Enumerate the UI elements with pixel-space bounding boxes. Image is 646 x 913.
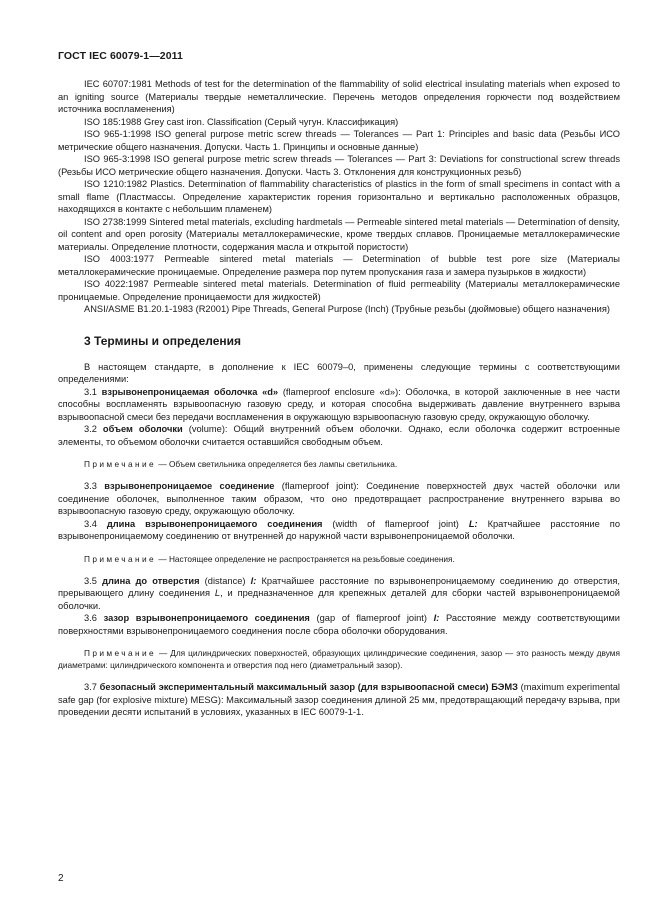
note-1 <box>58 458 620 470</box>
note-2 <box>58 553 620 565</box>
term-definition: Кратчайшее расстояние по взрывонепроницаемому соединению от внутренней до наружной части взрывонепроницаемой оболочки. <box>58 518 620 541</box>
term-number: 3.1 <box>84 386 102 397</box>
note-3 <box>58 647 620 671</box>
term-name: взрывонепроницаемая оболочка «d» <box>101 386 279 397</box>
term-symbol: l: <box>250 575 257 586</box>
reference-item: ISO 4022:1987 Permeable sintered metal materials. Determination of fluid permeability (Материалы металлокерамические проницаемые. Определение проницаемости для жидкостей) <box>58 279 620 302</box>
term-definition-end: , и предназначенное для крепежных деталей для сборки частей взрывонепроницаемой оболочки. <box>58 588 620 611</box>
reference-item: ISO 185:1988 Grey cast iron. Classification (Серый чугун. Классификация) <box>84 116 399 127</box>
term-3-5 <box>58 575 620 613</box>
standard-header: ГОСТ IEC 60079-1—2011 <box>58 50 183 62</box>
term-english: (distance) <box>199 575 251 586</box>
reference-item: IEC 60707:1981 Methods of test for the determination of the flammability of solid electrical insulating materials when exposed to an igniting source (Материалы твердые неметаллические. Перечень методов определения горючести под воздействием источника воспламенения) <box>58 79 620 114</box>
term-definition: (maximum experimental safe gap (for explosive mixture) MESG): Максимальный зазор соединения длиной 25 мм, предотвращающий передачу взрыва, при проведении десяти испытаний в условиях, указанных в IEC 60079-1-1. <box>58 682 621 717</box>
note-text: — Для цилиндрических поверхностей, образующих цилиндрические соединения, зазор — это разность между двумя диаметрами: цилиндрического компонента и отверстия под него (диаметральный зазор). <box>58 648 620 670</box>
reference-item: ISO 1210:1982 Plastics. Determination of flammability characteristics of plastics in the form of small specimens in contact with a small flame (Пластмассы. Определение характеристик горения горизонтально и вертикально расположенных образцов, находящихся в контакте с небольшим пламенем) <box>58 179 620 214</box>
reference-item: ANSI/ASME B1.20.1-1983 (R2001) Pipe Threads, General Purpose (Inch) (Трубные резьбы (дюймовые) общего назначения) <box>84 304 611 314</box>
term-3-7 <box>58 681 620 719</box>
term-number: 3.5 <box>84 575 103 586</box>
term-3-1 <box>58 386 620 424</box>
reference-item: ISO 965-3:1998 ISO general purpose metric screw threads — Tolerances — Part 3: Deviations for constructional screw threads (Резьбы ИСО метрические общего назначения. Допуски. Часть 3. Отклонения для конструкционных резьб) <box>58 154 620 177</box>
term-english: (width of flameproof joint) <box>322 518 469 529</box>
note-label: Примечание <box>84 459 157 469</box>
term-definition: (volume): Общий внутренний объем оболочки. Однако, если оболочка содержит встроенные элементы, то объемом оболочки считается оставшийся свободным объем. <box>58 424 621 447</box>
section-title: 3 Термины и определения <box>84 333 242 348</box>
term-name: длина взрывонепроницаемого соединения <box>106 518 323 529</box>
term-definition: Расстояние между соответствующими поверхностями взрывонепроницаемого соединения после сбора оболочки оборудования. <box>58 613 620 636</box>
term-number: 3.7 <box>84 682 100 692</box>
note-text: — Настоящее определение не распространяется на резьбовые соединения. <box>156 553 455 564</box>
note-label: Примечание <box>84 648 157 658</box>
term-english: (gap of flameproof joint) <box>309 613 434 623</box>
term-symbol: L: <box>468 518 478 529</box>
reference-item: ISO 965-1:1998 ISO general purpose metric screw threads — Tolerances — Part 1: Principles and basic data (Резьбы ИСО метрические общего назначения. Допуски. Часть 1. Принципы и основные данные) <box>58 129 620 152</box>
term-definition: (flameproof joint): Соединение поверхностей двух частей оболочки или соединение оболочек, выполненное таким образом, что оно предотвращает распространение внутреннего взрыва во взрывоопасную газовую среду, окружающую оболочку. <box>58 481 620 516</box>
term-definition: Кратчайшее расстояние по взрывонепроницаемому соединению до отверстия, прерывающего длину соединения <box>58 575 620 598</box>
note-label: Примечание <box>84 553 157 564</box>
term-3-6 <box>58 612 620 637</box>
term-symbol: L <box>214 588 221 598</box>
page-content <box>58 78 620 719</box>
term-name: безопасный экспериментальный максимальный зазор (для взрывоопасной смеси) БЭМЗ <box>99 682 518 692</box>
term-symbol: I: <box>433 613 440 623</box>
term-3-3 <box>58 480 620 518</box>
section-intro: В настоящем стандарте, в дополнение к IEC 60079–0, применены следующие термины с соответствующими определениями: <box>58 361 620 384</box>
term-3-4 <box>58 518 620 543</box>
term-3-2 <box>58 423 620 448</box>
term-number: 3.3 <box>84 481 105 491</box>
term-name: зазор взрывонепроницаемого соединения <box>103 613 310 623</box>
reference-item: ISO 4003:1977 Permeable sintered metal materials — Determination of bubble test pore size (Материалы металлокерамические проницаемые. Определение размера пор путем пропускания газа и замера пузырьков в жидкости) <box>58 254 620 277</box>
page-number: 2 <box>58 873 64 884</box>
term-number: 3.6 <box>84 613 104 623</box>
normative-references <box>58 78 620 316</box>
note-text: — Объем светильника определяется без лампы светильника. <box>156 459 398 469</box>
term-name: объем оболочки <box>102 424 183 434</box>
term-number: 3.4 <box>84 518 107 529</box>
term-number: 3.2 <box>84 424 103 434</box>
term-definition: (flameproof enclosure «d»): Оболочка, в которой заключенные в нее части способны воспламенять взрывоопасную газовую среду, и которая способна выдерживать давление внутреннего взрыва взрывоопасной смеси без передачи воспламенения в окружающую взрывоопасную газовую среду, окружающую оболочку. <box>58 386 620 422</box>
term-name: взрывонепроницаемое соединение <box>104 481 275 491</box>
reference-item: ISO 2738:1999 Sintered metal materials, excluding hardmetals — Permeable sintered metal materials — Determination of density, oil content and open porosity (Материалы металлокерамические, кроме твердых сплавов. Проницаемые металлокерамические материалы. Определение плотности, содержания масла и открытой пористости) <box>58 216 620 252</box>
term-name: длина до отверстия <box>102 575 200 586</box>
